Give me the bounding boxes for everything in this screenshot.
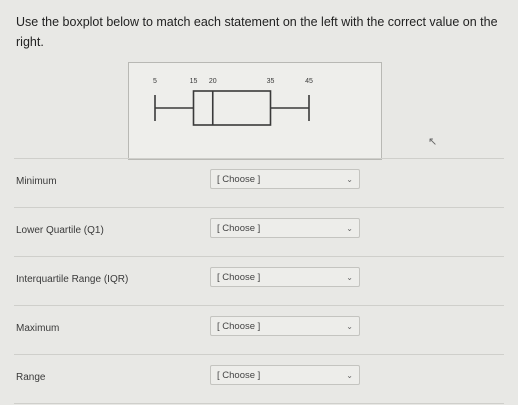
chevron-down-icon: ⌄ xyxy=(346,273,353,282)
tick-label: 20 xyxy=(208,78,217,85)
match-list xyxy=(14,158,504,404)
boxplot-figure xyxy=(128,62,382,160)
row-label: Lower Quartile (Q1) xyxy=(16,225,104,236)
match-row-maximum xyxy=(14,305,504,354)
tick-label: 45 xyxy=(305,78,313,85)
match-row-iqr xyxy=(14,256,504,305)
row-label: Minimum xyxy=(16,176,57,187)
row-label: Maximum xyxy=(16,323,60,334)
row-label: Interquartile Range (IQR) xyxy=(16,274,129,285)
chevron-down-icon: ⌄ xyxy=(346,224,353,233)
tick-label: 5 xyxy=(153,78,157,85)
select-value: [ Choose ] xyxy=(217,321,261,332)
mouse-cursor-icon: ↖ xyxy=(428,136,438,148)
range-select[interactable] xyxy=(210,365,360,385)
chevron-down-icon: ⌄ xyxy=(346,322,353,331)
match-row-minimum xyxy=(14,158,504,207)
match-row-q1 xyxy=(14,207,504,256)
match-row-range xyxy=(14,354,504,404)
q1-select[interactable] xyxy=(210,218,360,238)
iqr-box xyxy=(194,91,271,125)
select-value: [ Choose ] xyxy=(217,223,261,234)
boxplot-svg xyxy=(129,63,381,159)
chevron-down-icon: ⌄ xyxy=(346,371,353,380)
select-value: [ Choose ] xyxy=(217,174,261,185)
chevron-down-icon: ⌄ xyxy=(346,175,353,184)
instructions-text: Use the boxplot below to match each statement on the left with the correct value on the right. xyxy=(16,15,498,49)
select-value: [ Choose ] xyxy=(217,272,261,283)
iqr-select[interactable] xyxy=(210,267,360,287)
tick-label: 35 xyxy=(266,78,275,85)
row-label: Range xyxy=(16,372,46,383)
maximum-select[interactable] xyxy=(210,316,360,336)
select-value: [ Choose ] xyxy=(217,370,261,381)
minimum-select[interactable] xyxy=(210,169,360,189)
tick-label: 15 xyxy=(189,78,198,85)
